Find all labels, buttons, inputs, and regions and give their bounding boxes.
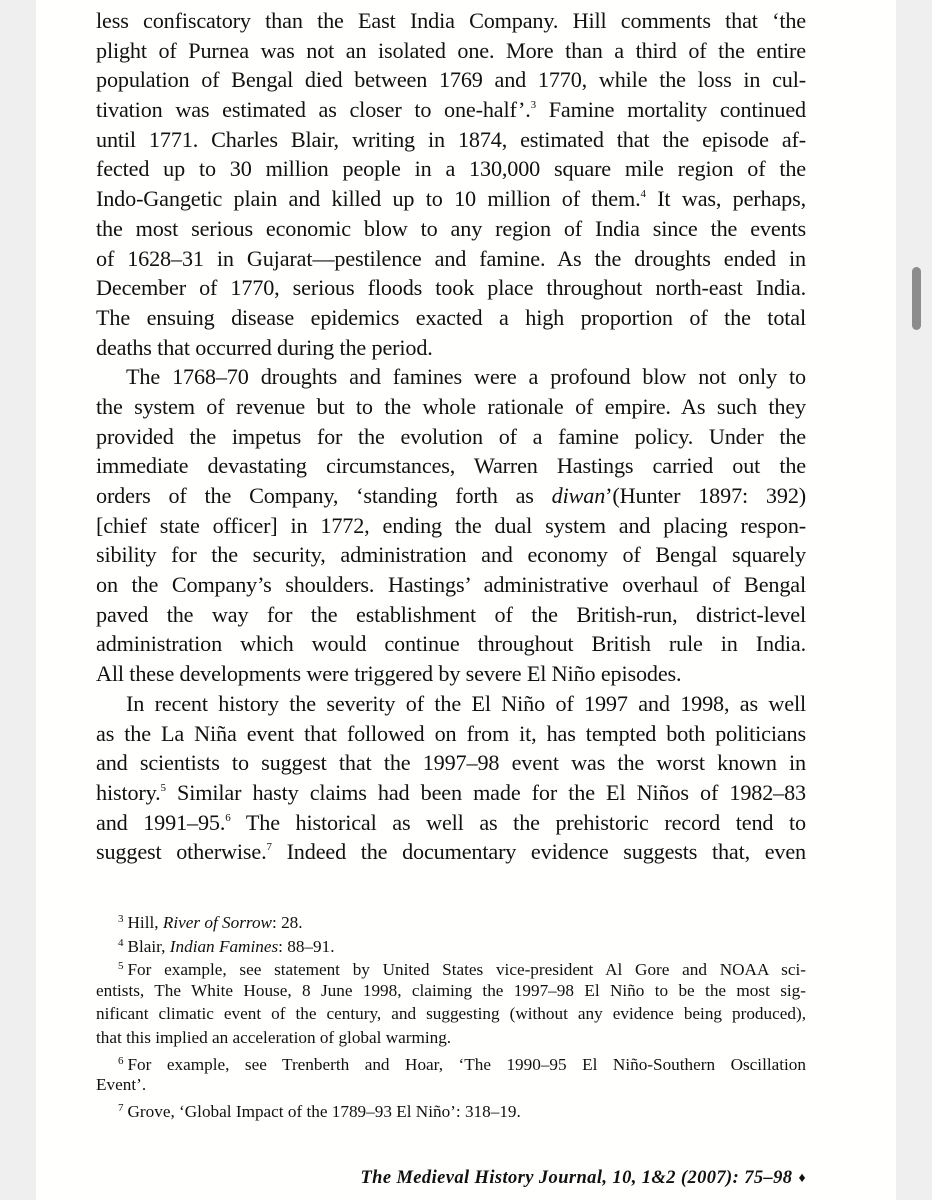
paragraph-first-line: The 1768–70 droughts and famines were a profound blow not only to (126, 364, 806, 390)
scrollbar-thumb[interactable] (912, 267, 921, 330)
right-margin (896, 0, 932, 1200)
body-line: sibility for the security, administration and economy of Bengal squarely (96, 542, 806, 568)
running-footer (275, 1168, 806, 1192)
footnote: $^6$ For example, see Trenberth and Hoar, ‘The 1990–95 El Niño-Southern Oscillation (118, 1054, 806, 1074)
footnote-continuation: nificant climatic event of the century, and suggesting (without any evidence being produced), (96, 1004, 806, 1024)
footnote-ref: 4 (640, 188, 646, 201)
body-line: as the La Niña event that followed on from it, has tempted both politicians (96, 720, 806, 746)
paragraph-first-line: In recent history the severity of the El Niño of 1997 and 1998, as well (126, 690, 806, 716)
body-line: population of Bengal died between 1769 and 1770, while the loss in cul- (96, 67, 806, 93)
body-line: the system of revenue but to the whole rationale of empire. As such they (96, 393, 806, 419)
body-line: fected up to 30 million people in a 130,000 square mile region of the (96, 156, 806, 182)
body-line: on the Company’s shoulders. Hastings’ administrative overhaul of Bengal (96, 572, 806, 598)
body-line: until 1771. Charles Blair, writing in 1874, estimated that the episode af- (96, 126, 806, 152)
footnote: $^3$ Hill, River of Sorrow: 28. (118, 913, 303, 932)
footnote-ref: 3 (530, 99, 536, 112)
footnote-continuation: entists, The White House, 8 June 1998, claiming the 1997–98 El Niño to be the most sig- (96, 980, 806, 1000)
body-line: deaths that occurred during the period. (96, 334, 433, 360)
body-line: plight of Purnea was not an isolated one. More than a third of the entire (96, 37, 806, 63)
footnote-ref: 6 (225, 811, 231, 824)
footnotes (96, 908, 806, 1120)
body-line: provided the impetus for the evolution of a famine policy. Under the (96, 423, 806, 449)
footnote: $^5$ For example, see statement by United States vice-president Al Gore and NOAA sci- (118, 960, 806, 980)
body-line: and scientists to suggest that the 1997–98 event was the worst known in (96, 750, 806, 776)
body-line: Indo-Gangetic plain and killed up to 10 million of them.$^4$ It was, perhaps, (96, 186, 806, 212)
body-line: administration which would continue throughout British rule in India. (96, 631, 806, 657)
body-line: immediate devastating circumstances, Warren Hastings carried out the (96, 453, 806, 479)
body-line: the most serious economic blow to any region of India since the events (96, 215, 806, 241)
body-line: suggest otherwise.$^7$ Indeed the documentary evidence suggests that, even (96, 839, 806, 865)
body-line: [chief state officer] in 1772, ending the dual system and placing respon- (96, 512, 806, 538)
footnote: $^7$ Grove, ‘Global Impact of the 1789–93 El Niño’: 318–19. (118, 1101, 521, 1121)
body-line: The ensuing disease epidemics exacted a high proportion of the total (96, 304, 806, 330)
body-line: tivation was estimated as closer to one-half’.$^3$ Famine mortality continued (96, 97, 806, 123)
footnote: $^4$ Blair, Indian Famines: 88–91. (118, 936, 335, 956)
body-line: All these developments were triggered by severe El Niño episodes. (96, 661, 682, 687)
body-text (96, 6, 806, 867)
footnote-ref: 7 (266, 841, 272, 854)
journal-citation: The Medieval History Journal, 10, 1&2 (2007): 75–98 (360, 1168, 793, 1188)
footnote-ref: 5 (160, 781, 166, 794)
diamond-icon: ♦ (798, 1171, 806, 1186)
body-line: paved the way for the establishment of the British-run, district-level (96, 601, 806, 627)
body-line: of 1628–31 in Gujarat—pestilence and famine. As the droughts ended in (96, 245, 806, 271)
body-line: and 1991–95.$^6$ The historical as well as the prehistoric record tend to (96, 809, 806, 835)
body-line: orders of the Company, ‘standing forth as diwan’(Hunter 1897: 392) (96, 483, 807, 508)
body-line: history.$^5$ Similar hasty claims had been made for the El Niños of 1982–83 (96, 779, 806, 805)
body-line: December of 1770, serious floods took place throughout north-east India. (96, 275, 806, 301)
footnote-continuation: Event’. (96, 1075, 147, 1095)
left-margin (0, 0, 36, 1200)
footnote-continuation: that this implied an acceleration of global warming. (96, 1027, 452, 1047)
body-line: less confiscatory than the East India Company. Hill comments that ‘the (96, 8, 806, 33)
